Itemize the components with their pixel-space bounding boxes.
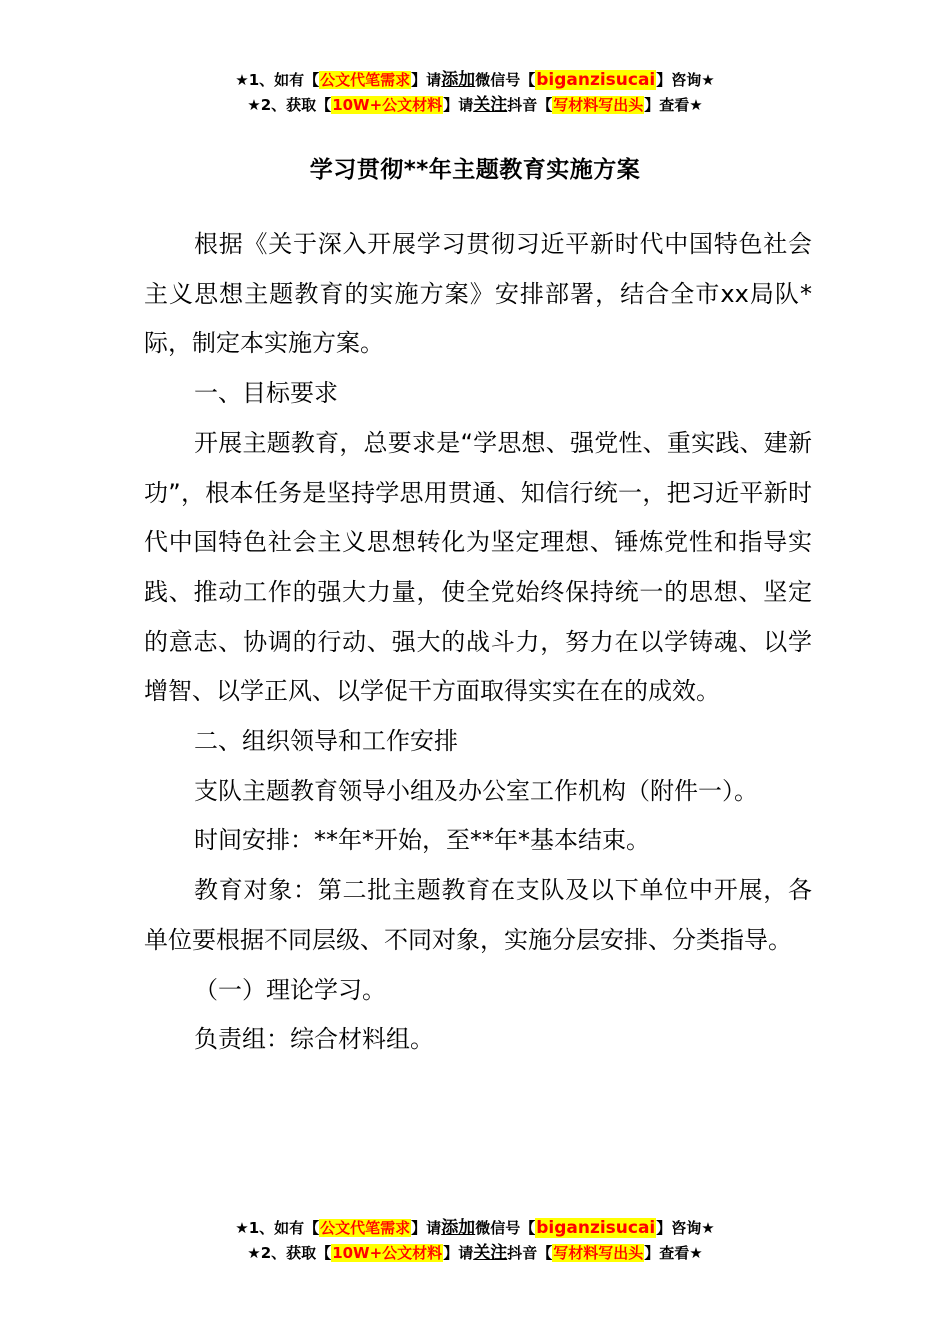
underlined-follow: 关注 xyxy=(473,95,508,115)
banner-text: 抖音【 xyxy=(507,1244,553,1262)
banner-text: 】请 xyxy=(443,1244,474,1262)
highlight-wechat-id: biganzisucai xyxy=(536,1218,656,1238)
paragraph-goals: 开展主题教育，总要求是“学思想、强党性、重实践、建新功”，根本任务是坚持学思用贯通、知信行统一，把习近平新时代中国特色社会主义思想转化为坚定理想、锤炼党性和指导实践、推动工作的强大力量，使全党始终保持统一的思想、坚定的意志、协调的行动、强大的战斗力，努力在以学铸魂、以学增智、以学正风、以学促干方面取得实实在在的成效。 xyxy=(144,428,812,706)
paragraph-responsible-group: 负责组：综合材料组。 xyxy=(194,1025,434,1054)
paragraph-schedule: 时间安排：**年*开始，至**年*基本结束。 xyxy=(194,826,650,855)
highlight-wechat-id: biganzisucai xyxy=(536,70,656,90)
banner-text: ★1、如有【 xyxy=(235,1219,320,1237)
banner-line-2 xyxy=(0,1241,950,1266)
banner-text: 】查看★ xyxy=(644,1244,703,1262)
document-title: 学习贯彻**年主题教育实施方案 xyxy=(309,157,641,183)
highlight-service: 公文代笔需求 xyxy=(320,1219,411,1237)
underlined-add: 添加 xyxy=(441,1218,476,1238)
highlight-douyin-account: 写材料写出头 xyxy=(553,1244,644,1262)
banner-text: 】请 xyxy=(443,96,474,114)
paragraph-audience: 教育对象：第二批主题教育在支队及以下单位中开展，各单位要根据不同层级、不同对象，实施分层安排、分类指导。 xyxy=(144,876,812,954)
banner-line-1 xyxy=(0,68,950,93)
banner-text: 抖音【 xyxy=(507,96,553,114)
highlight-materials: 10W+公文材料 xyxy=(332,96,443,114)
banner-text: 微信号【 xyxy=(475,1219,536,1237)
banner-text: 】请 xyxy=(411,1219,442,1237)
banner-line-1 xyxy=(0,1216,950,1241)
banner-text: ★2、获取【 xyxy=(247,96,332,114)
subsection-heading-theory: （一）理论学习。 xyxy=(194,975,386,1004)
underlined-follow: 关注 xyxy=(473,1243,508,1263)
highlight-materials: 10W+公文材料 xyxy=(332,1244,443,1262)
banner-text: 】查看★ xyxy=(644,96,703,114)
highlight-douyin-account: 写材料写出头 xyxy=(553,96,644,114)
banner-line-2 xyxy=(0,93,950,118)
banner-text: 微信号【 xyxy=(475,71,536,89)
section-heading-organization: 二、组织领导和工作安排 xyxy=(194,727,458,756)
paragraph-intro: 根据《关于深入开展学习贯彻习近平新时代中国特色社会主义思想主题教育的实施方案》安排部署，结合全市xx局队*际，制定本实施方案。 xyxy=(144,230,812,358)
underlined-add: 添加 xyxy=(441,70,476,90)
banner-text: ★2、获取【 xyxy=(247,1244,332,1262)
banner-text: 】咨询★ xyxy=(656,1219,715,1237)
section-heading-goals: 一、目标要求 xyxy=(194,379,338,408)
banner-text: 】咨询★ xyxy=(656,71,715,89)
banner-text: ★1、如有【 xyxy=(235,71,320,89)
highlight-service: 公文代笔需求 xyxy=(320,71,411,89)
document-body xyxy=(144,220,812,1065)
paragraph-leadership: 支队主题教育领导小组及办公室工作机构（附件一）。 xyxy=(194,776,758,805)
bottom-banner xyxy=(0,1216,950,1266)
banner-text: 】请 xyxy=(411,71,442,89)
top-banner xyxy=(0,68,950,118)
